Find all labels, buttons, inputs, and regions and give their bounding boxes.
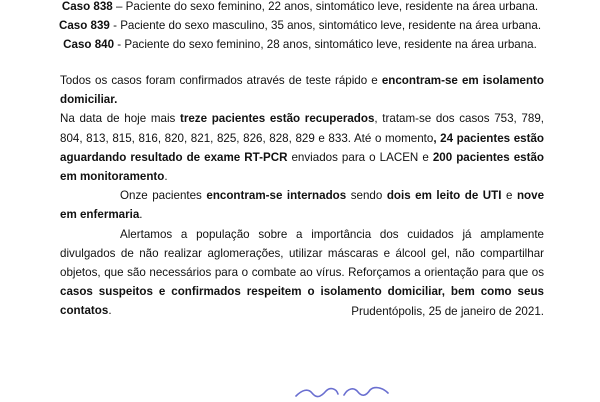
- case-label: Caso 840: [63, 38, 115, 51]
- bold-run: casos suspeitos e confirmados respeitem o isolamento domiciliar, bem como seus contatos: [60, 285, 544, 318]
- text-run: enviados para o LACEN e: [287, 150, 433, 164]
- case-label: Caso 838: [61, 0, 113, 13]
- text-run: .: [164, 170, 168, 184]
- case-item: [0, 36, 600, 53]
- case-description: Paciente do sexo feminino, 28 anos, sintomático leve, residente na área urbana.: [124, 38, 537, 51]
- bold-run: encontram-se internados: [206, 189, 347, 203]
- text-run: .: [139, 208, 143, 222]
- place-date: Prudentópolis, 25 de janeiro de 2021.: [351, 305, 544, 318]
- text-run: sendo: [346, 189, 387, 203]
- text-run: Na data de hoje mais: [60, 112, 180, 126]
- text-run: , tratam-se dos casos 753, 789, 804, 813, 815, 816, 820, 821, 825, 826, 828, 829 e 833. Até o momento: [60, 112, 544, 145]
- recovered-paragraph: [60, 109, 544, 186]
- case-item: [0, 17, 600, 34]
- bold-run: dois em leito de UTI: [386, 189, 502, 203]
- bulletin-body: [60, 71, 544, 321]
- text-run: .: [108, 304, 112, 318]
- case-separator: –: [112, 0, 126, 13]
- bold-run: 200 pacientes estão em monitoramento: [60, 150, 545, 184]
- case-description: Paciente do sexo masculino, 35 anos, sintomático leve, residente na área urbana.: [120, 19, 542, 32]
- bold-run: encontram-se em isolamento domiciliar.: [60, 74, 544, 107]
- case-separator: -: [109, 19, 121, 32]
- confirmation-paragraph: [60, 71, 544, 109]
- text-run: Todos os casos foram confirmados através de teste rápido e: [60, 74, 382, 87]
- case-item: [0, 0, 600, 15]
- case-label: Caso 839: [58, 19, 110, 32]
- signature-mark: [292, 382, 392, 402]
- text-run: e: [501, 189, 517, 203]
- bold-run: treze pacientes estão recuperados: [179, 112, 375, 126]
- case-separator: -: [114, 38, 125, 51]
- text-run: Onze pacientes: [120, 189, 207, 203]
- hospitalized-paragraph: [60, 186, 544, 224]
- bold-run: nove em enfermaria: [60, 189, 545, 222]
- case-list: [0, 0, 600, 53]
- bold-run: , 24 pacientes estão aguardando resultado de exame RT-PCR: [60, 131, 544, 164]
- text-run: Alertamos a população sobre a importância dos cuidados já amplamente divulgados de não realizar aglomerações, utilizar máscaras e álcool gel, não compartilhar objetos, que são necessários para o combate ao vírus. Reforçamos a orientação para que os: [60, 227, 544, 280]
- case-description: Paciente do sexo feminino, 22 anos, sintomático leve, residente na área urbana.: [125, 0, 539, 13]
